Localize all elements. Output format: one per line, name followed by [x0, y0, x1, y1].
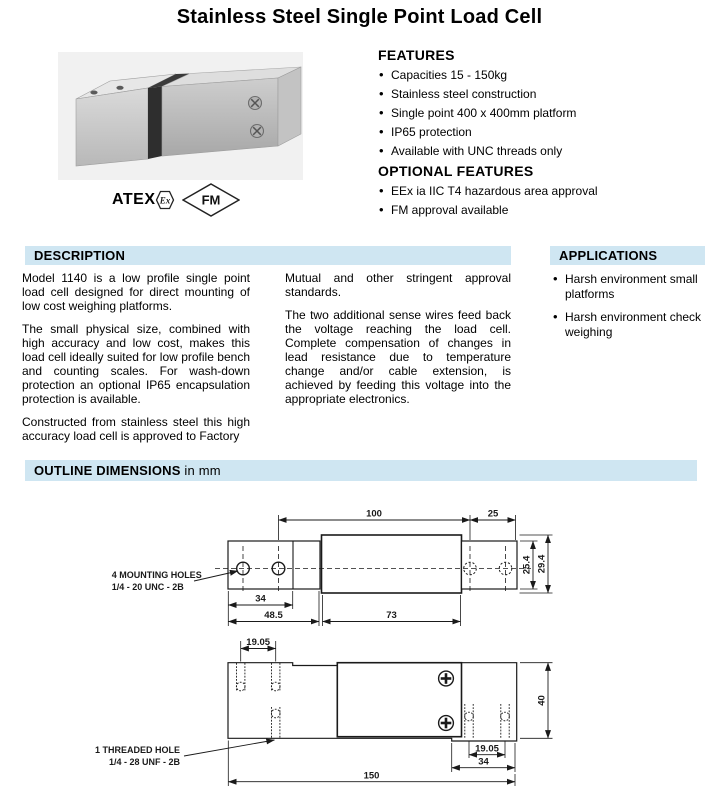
- plan-view-drawing: [95, 637, 553, 786]
- applications-body: [552, 272, 706, 348]
- screw-icon: [251, 125, 264, 138]
- feature-item: • Single point 400 x 400mm platform: [378, 106, 708, 120]
- description-paragraph: Model 1140 is a low profile single point load cell designed for direct mounting of low cost weighing platforms.: [22, 271, 250, 313]
- certification-logos: [112, 182, 292, 218]
- description-heading: DESCRIPTION: [34, 248, 126, 263]
- description-paragraph: The two additional sense wires feed back the voltage reaching the load cell. Complete compensation of changes in lead resistance due to temperature change and/or cable extension, is achieved by feeding this voltage into the appropriate electronics.: [285, 308, 511, 406]
- outline-dimensions-heading: OUTLINE DIMENSIONS: [34, 463, 181, 478]
- feature-item: • Capacities 15 - 150kg: [378, 68, 708, 82]
- dim-width: 40: [536, 695, 548, 706]
- description-paragraph: Mutual and other stringent approval standards.: [285, 271, 511, 299]
- dim-end-span: 25: [487, 508, 499, 520]
- features-heading: FEATURES: [378, 47, 455, 63]
- screw-head-icon: [439, 716, 454, 731]
- description-column-1: [22, 271, 250, 452]
- screw-icon: [249, 97, 262, 110]
- optional-features-list: [378, 184, 708, 217]
- dim-left-length: 48.5: [264, 610, 283, 621]
- dim-top-pitch: 19.05: [246, 637, 271, 648]
- features-section: [378, 47, 708, 222]
- screw-head-icon: [439, 671, 454, 686]
- side-view-drawing: [112, 509, 553, 627]
- feature-item: • Stainless steel construction: [378, 87, 708, 101]
- product-photo: [58, 52, 303, 180]
- dim-right-pitch: 19.05: [475, 743, 499, 755]
- fm-diamond-icon: [182, 183, 240, 217]
- dim-hole-pitch: 34: [255, 593, 266, 605]
- outline-unit-note-text: in mm: [184, 463, 221, 478]
- dim-right-span: 34: [478, 756, 489, 768]
- application-item: • Harsh environment check weighing: [552, 310, 706, 340]
- threaded-hole-note-line2: 1/4 - 28 UNF - 2B: [108, 757, 180, 767]
- applications-header-bar: [550, 246, 705, 265]
- application-item: • Harsh environment small platforms: [552, 272, 706, 302]
- outline-drawings: [0, 495, 719, 800]
- feature-item: • Available with UNC threads only: [378, 144, 708, 158]
- dim-outer-height: 29.4: [536, 554, 548, 574]
- description-column-2: [285, 271, 511, 415]
- atex-label: ATEX: [112, 191, 156, 208]
- applications-heading: APPLICATIONS: [559, 248, 658, 263]
- description-header-bar: [25, 246, 511, 265]
- svg-text:FM: FM: [202, 192, 221, 208]
- load-cell-image: [58, 52, 303, 180]
- feature-item: • IP65 protection: [378, 125, 708, 139]
- optional-feature-item: • EEx ia IIC T4 hazardous area approval: [378, 184, 708, 198]
- optional-features-heading: OPTIONAL FEATURES: [378, 163, 534, 180]
- description-paragraph: Constructed from stainless steel this high accuracy load cell is approved to Factory: [22, 415, 250, 443]
- mounting-holes-note-line2: 1/4 - 20 UNC - 2B: [111, 582, 184, 592]
- dim-hole-span: 100: [366, 508, 382, 520]
- features-list: [378, 68, 708, 158]
- dim-total-length: 150: [363, 770, 380, 782]
- dim-inner-height: 25.4: [521, 555, 533, 575]
- dim-mid-length: 73: [386, 610, 397, 621]
- optional-feature-item: • FM approval available: [378, 203, 708, 217]
- page-title: Stainless Steel Single Point Load Cell: [176, 6, 543, 28]
- threaded-hole-note-line1: 1 THREADED HOLE: [94, 745, 180, 755]
- mounting-holes-note-line1: 4 MOUNTING HOLES: [111, 570, 202, 580]
- applications-list: [552, 272, 706, 340]
- description-paragraph: The small physical size, combined with high accuracy and low cost, makes this load cell ideally suited for low profile bench and counting scales. For wash-down protection an optional IP65 encapsulation protection is available.: [22, 322, 250, 406]
- svg-text:Ex: Ex: [160, 195, 171, 206]
- atex-ex-hexagon-icon: [155, 190, 175, 210]
- outline-dimensions-header-bar: [25, 460, 697, 481]
